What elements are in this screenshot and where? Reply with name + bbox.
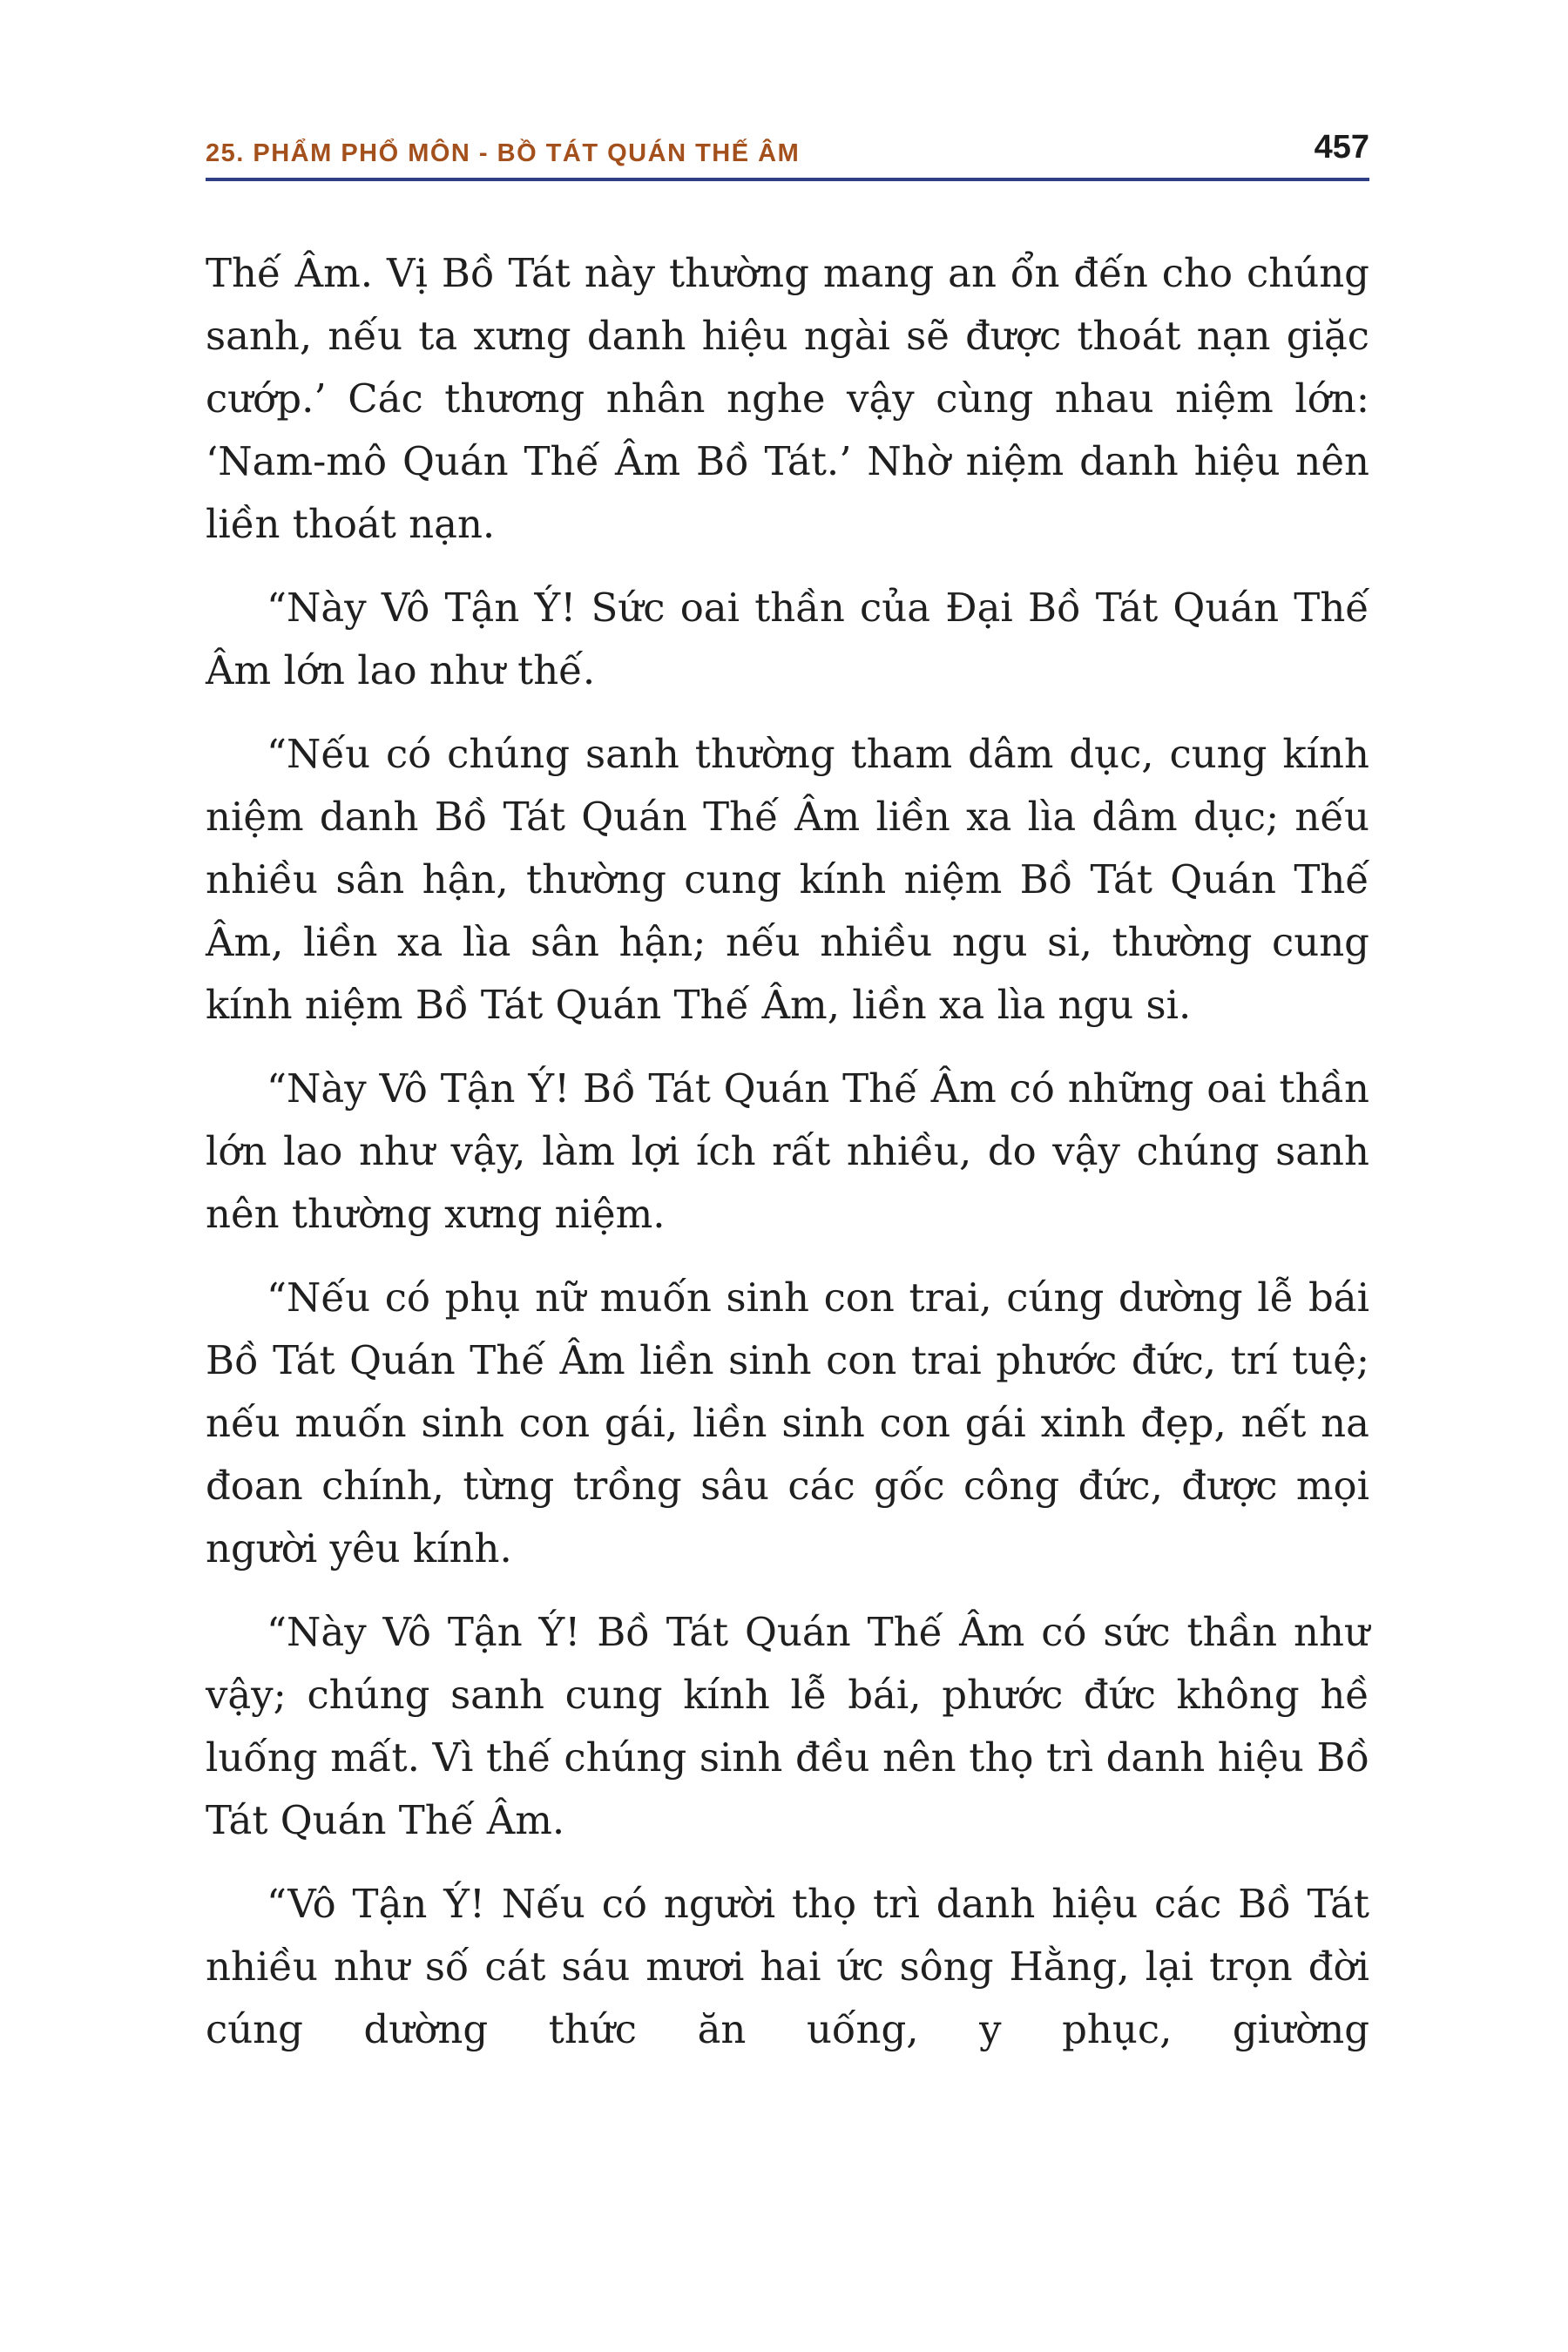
header-divider — [206, 178, 1369, 181]
page-number: 457 — [1314, 129, 1369, 166]
paragraph: “Này Vô Tận Ý! Sức oai thần của Đại Bồ Tát Quán Thế Âm lớn lao như thế. — [206, 585, 1369, 693]
paragraph: “Nếu có phụ nữ muốn sinh con trai, cúng dường lễ bái Bồ Tát Quán Thế Âm liền sinh con trai phước đức, trí tuệ; nếu muốn sinh con gái, liền sinh con gái xinh đẹp, nết na đoan chính, từng trồng sâu các gốc công đức, được mọi người yêu kính. — [206, 1274, 1369, 1571]
paragraph: “Này Vô Tận Ý! Bồ Tát Quán Thế Âm có sức thần như vậy; chúng sanh cung kính lễ bái, phước đức không hề luống mất. Vì thế chúng sinh đều nên thọ trì danh hiệu Bồ Tát Quán Thế Âm. — [206, 1609, 1369, 1843]
paragraph: “Vô Tận Ý! Nếu có người thọ trì danh hiệu các Bồ Tát nhiều như số cát sáu mươi hai ức sông Hằng, lại trọn đời cúng dường thức ăn uống, y phục, giường — [206, 1881, 1369, 2052]
chapter-title: 25. PHẨM PHỔ MÔN - BỒ TÁT QUÁN THẾ ÂM — [206, 139, 801, 167]
paragraph: “Này Vô Tận Ý! Bồ Tát Quán Thế Âm có những oai thần lớn lao như vậy, làm lợi ích rất nhiều, do vậy chúng sanh nên thường xưng niệm. — [206, 1065, 1369, 1237]
paragraph-continuation: Thế Âm. Vị Bồ Tát này thường mang an ổn đến cho chúng sanh, nếu ta xưng danh hiệu ngài sẽ được thoát nạn giặc cướp.’ Các thương nhân nghe vậy cùng nhau niệm lớn: ‘Nam-mô Quán Thế Âm Bồ Tát.’ Nhờ niệm danh hiệu nên liền thoát nạn. — [206, 250, 1369, 547]
paragraph: “Nếu có chúng sanh thường tham dâm dục, cung kính niệm danh Bồ Tát Quán Thế Âm liền xa lìa dâm dục; nếu nhiều sân hận, thường cung kính niệm Bồ Tát Quán Thế Âm, liền xa lìa sân hận; nếu nhiều ngu si, thường cung kính niệm Bồ Tát Quán Thế Âm, liền xa lìa ngu si. — [206, 731, 1369, 1028]
running-header — [206, 129, 1369, 179]
body-text — [206, 242, 1369, 2061]
